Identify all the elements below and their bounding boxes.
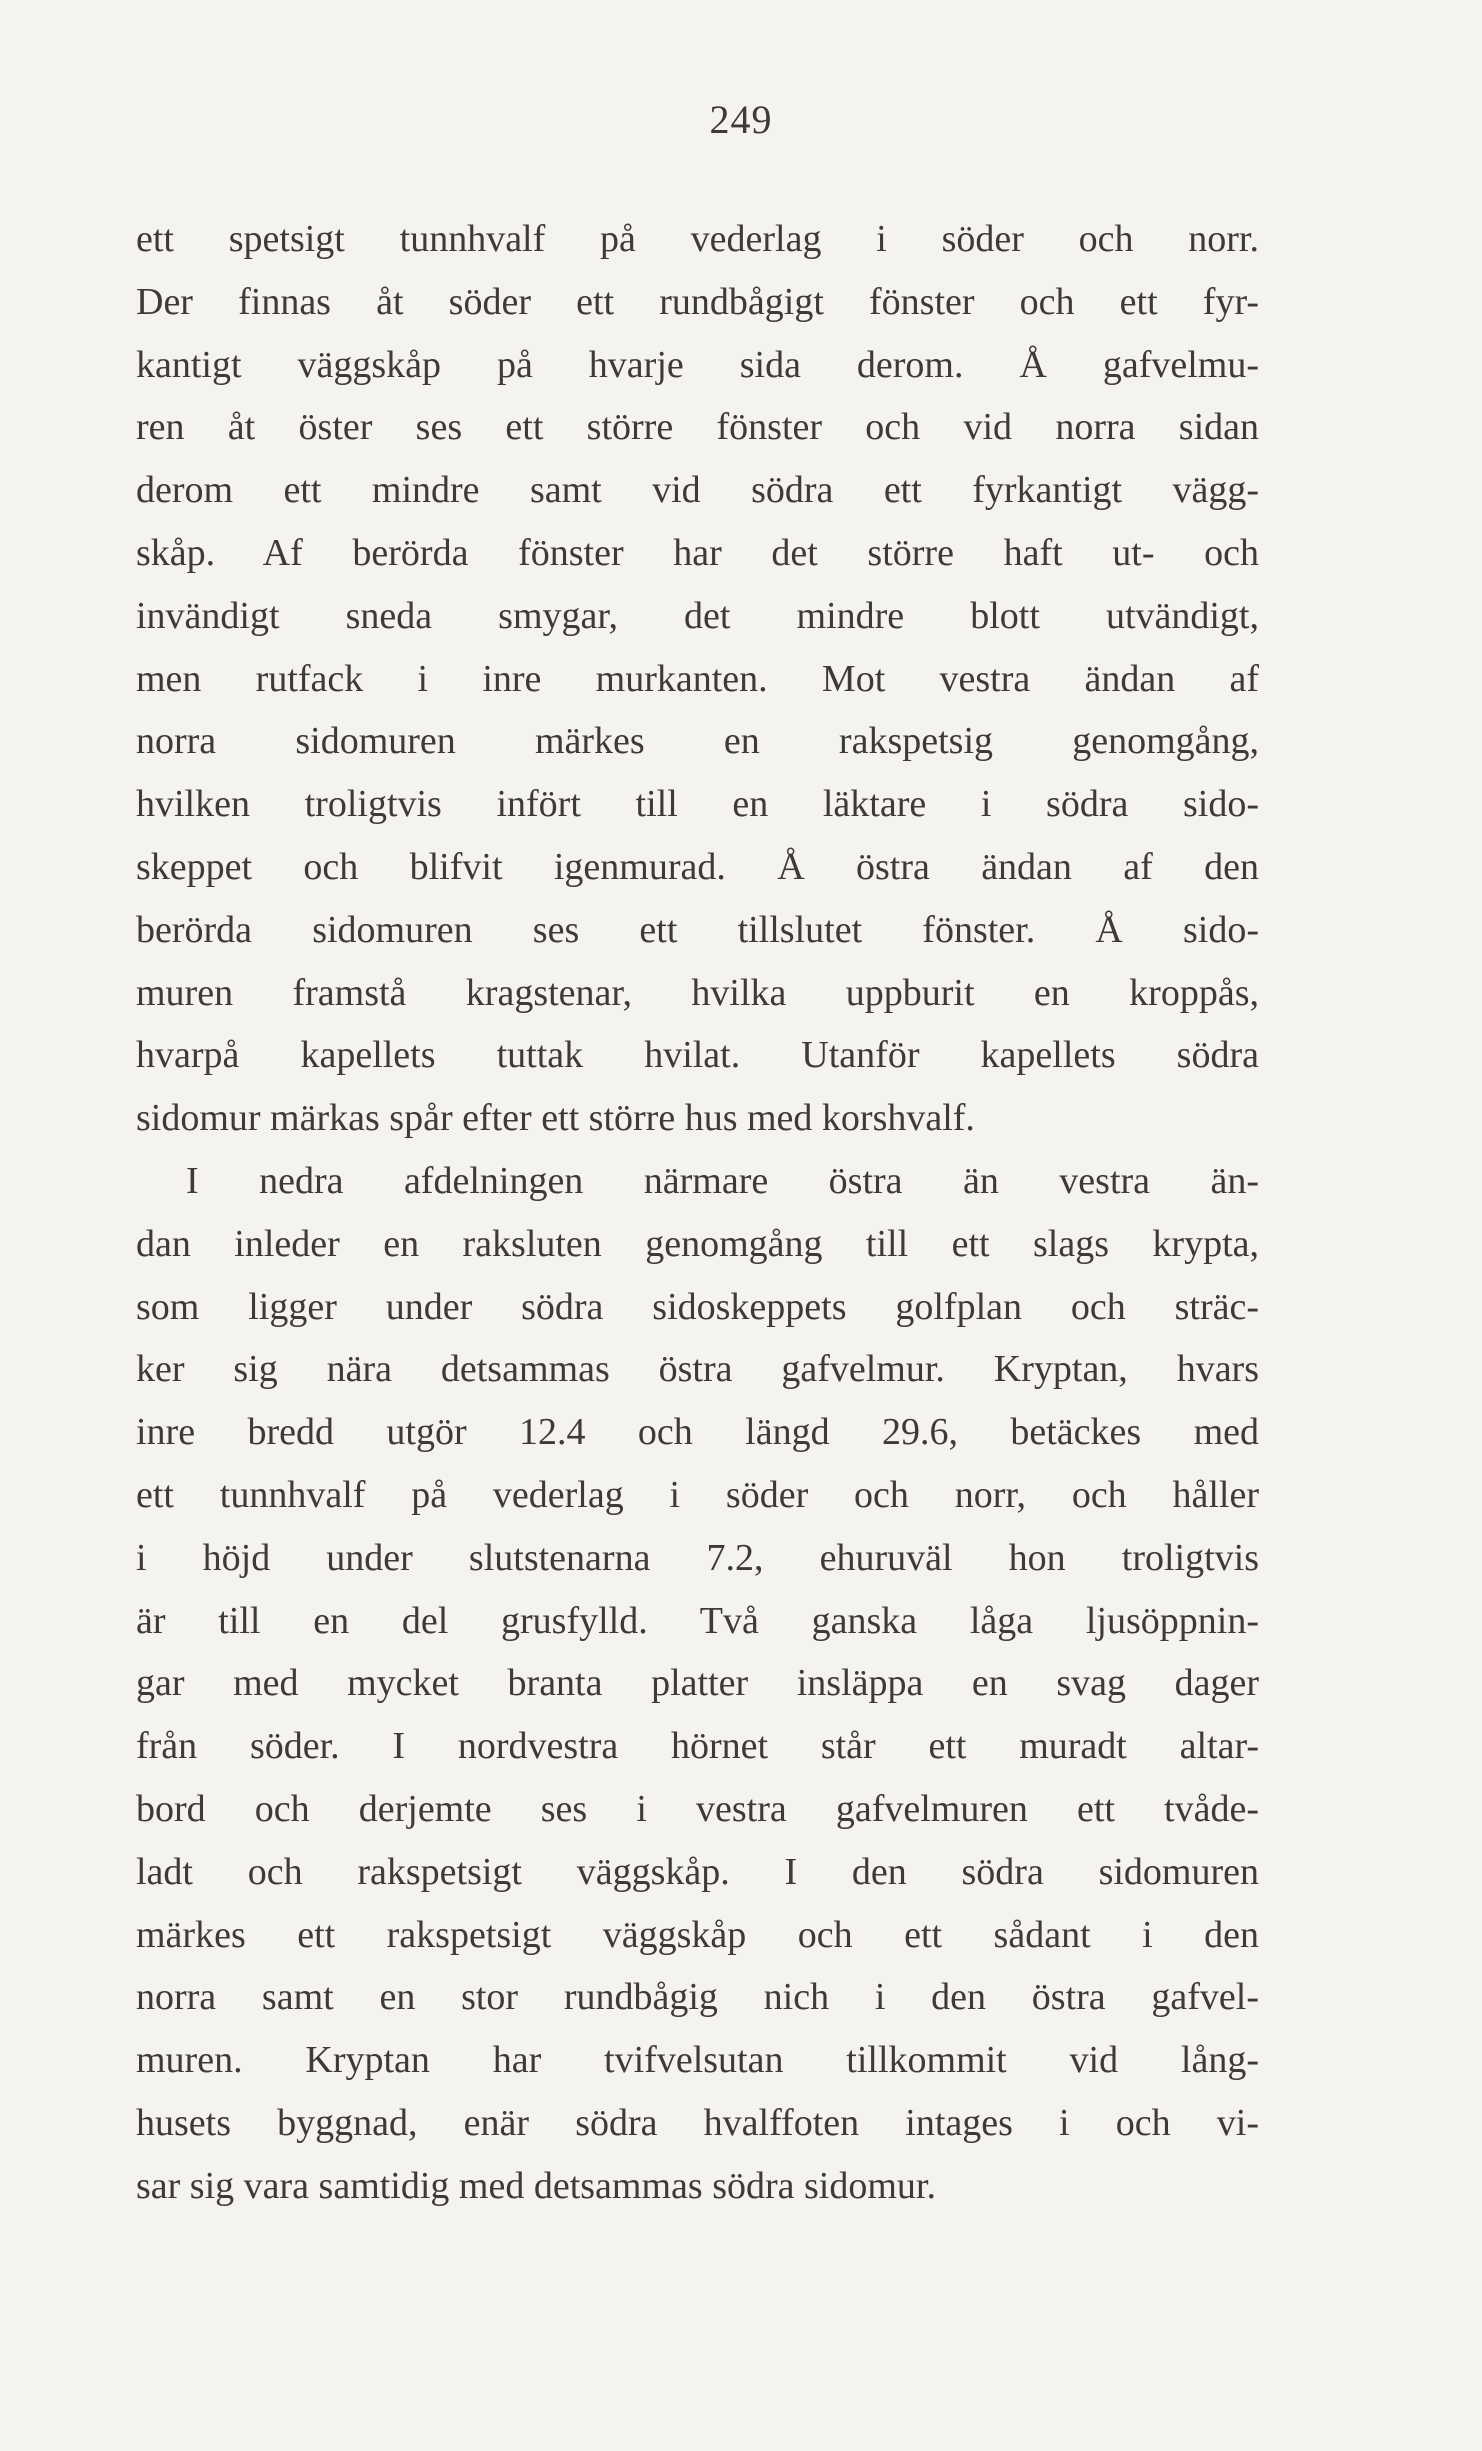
text-line: berörda sidomuren ses ett tillslutet fönster. Å sido- — [136, 908, 1259, 951]
text-line: sidomur märkas spår efter ett större hus med korshvalf. — [136, 1097, 975, 1140]
text-line: men rutfack i inre murkanten. Mot vestra ändan af — [136, 657, 1259, 700]
text-line: i höjd under slutstenarna 7.2, ehuruväl hon troligtvis — [136, 1536, 1259, 1579]
text-line: skeppet och blifvit igenmurad. Å östra ändan af den — [136, 845, 1259, 888]
text-line: skåp. Af berörda fönster har det större haft ut- och — [136, 531, 1259, 574]
text-line: norra samt en stor rundbågig nich i den östra gafvel- — [136, 1976, 1259, 2019]
text-line: ett spetsigt tunnhvalf på vederlag i söder och norr. — [136, 218, 1259, 260]
text-line: gar med mycket branta platter insläppa en svag dager — [136, 1662, 1259, 1705]
text-line: hvarpå kapellets tuttak hvilat. Utanför kapellets södra — [136, 1034, 1259, 1077]
text-line: I nedra afdelningen närmare östra än vestra än- — [186, 1159, 1259, 1202]
text-line: bord och derjemte ses i vestra gafvelmuren ett tvåde- — [136, 1787, 1259, 1830]
text-line: är till en del grusfylld. Två ganska låga ljusöppnin- — [136, 1599, 1259, 1642]
text-line: Der finnas åt söder ett rundbågigt fönster och ett fyr- — [136, 280, 1259, 323]
text-line: muren framstå kragstenar, hvilka uppburit en kroppås, — [136, 971, 1259, 1014]
text-line: ett tunnhvalf på vederlag i söder och norr, och håller — [136, 1473, 1259, 1516]
text-line: husets byggnad, enär södra hvalffoten intages i och vi- — [136, 2101, 1259, 2144]
text-line: dan inleder en rakslutеn genomgång till ett slags krypta, — [136, 1222, 1259, 1265]
page-number: 249 — [709, 97, 773, 142]
text-line: inre bredd utgör 12.4 och längd 29.6, betäckes med — [136, 1411, 1259, 1454]
body-text — [136, 208, 1259, 2218]
text-line: ren åt öster ses ett större fönster och vid norra sidan — [136, 406, 1259, 449]
text-line: hvilken troligtvis infört till en läktare i södra sido- — [136, 783, 1259, 826]
text-line: kantigt väggskåp på hvarje sida derom. Å gafvelmu- — [136, 343, 1259, 386]
text-line: från söder. I nordvestra hörnet står ett muradt altar- — [136, 1725, 1259, 1768]
text-line: invändigt sneda smygar, det mindre blott utvändigt, — [136, 594, 1259, 637]
text-line: ker sig nära detsammas östra gafvelmur. Kryptan, hvars — [136, 1348, 1259, 1391]
text-line: sar sig vara samtidig med detsammas södra sidomur. — [136, 2164, 936, 2207]
text-line: som ligger under södra sidoskeppets golfplan och sträc- — [136, 1285, 1259, 1328]
text-line: norra sidomuren märkes en rakspetsig genomgång, — [136, 720, 1259, 763]
text-line: ladt och rakspetsigt väggskåp. I den södra sidomuren — [136, 1850, 1259, 1893]
text-line: märkes ett rakspetsigt väggskåp och ett sådant i den — [136, 1913, 1259, 1956]
text-line: derom ett mindre samt vid södra ett fyrkantigt vägg- — [136, 469, 1259, 512]
text-line: muren. Kryptan har tvifvelsutan tillkommit vid lång- — [136, 2039, 1259, 2082]
